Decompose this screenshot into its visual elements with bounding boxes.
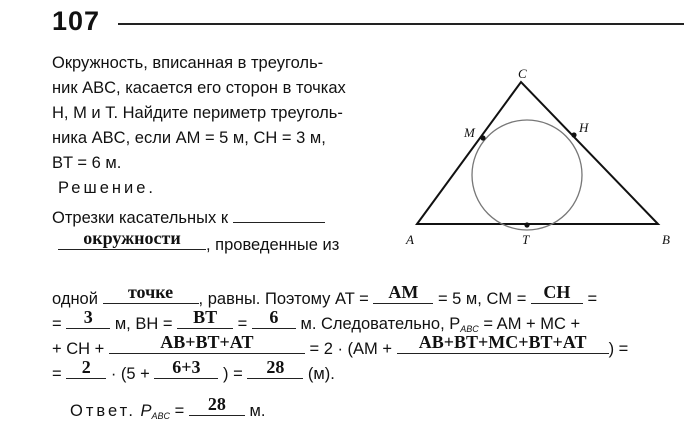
- solution-text: = AM + MC +: [483, 315, 581, 333]
- statement-line-2: ник ABC, касается его сторон в точках: [52, 79, 346, 97]
- answer-blank[interactable]: [58, 228, 206, 250]
- answer-label: Ответ.: [70, 402, 136, 420]
- answer-blank[interactable]: [103, 282, 199, 304]
- solution-text: =: [52, 315, 62, 333]
- solution-text: = 5 м, CM =: [437, 290, 527, 308]
- handwritten-answer: 3: [83, 307, 93, 327]
- answer-blank[interactable]: [531, 282, 583, 304]
- solution-text: м.: [249, 402, 266, 420]
- point-t: [524, 222, 529, 227]
- triangle-abc: [417, 82, 658, 224]
- solution-text: =: [587, 290, 598, 308]
- solution-text: = 2 · (AM +: [309, 340, 392, 358]
- answer-blank[interactable]: [373, 282, 433, 304]
- handwritten-answer: 28: [266, 357, 285, 377]
- handwritten-answer: AB+BT+AT: [160, 332, 254, 352]
- statement-line-4: ника ABC, если AM = 5 м, CH = 3 м,: [52, 129, 326, 147]
- label-b: B: [662, 232, 670, 247]
- solution-text: · (5 +: [110, 365, 150, 383]
- answer-line: [70, 394, 266, 426]
- answer-blank[interactable]: [397, 332, 609, 354]
- answer-blank[interactable]: [189, 394, 245, 416]
- handwritten-answer: 28: [207, 394, 226, 414]
- solution-line-2: [58, 228, 340, 255]
- answer-blank[interactable]: [247, 357, 303, 379]
- handwritten-answer: 6+3: [172, 357, 201, 377]
- handwritten-answer: BT: [193, 307, 218, 327]
- handwritten-answer: AB+BT+MC+BT+AT: [418, 332, 587, 352]
- handwritten-answer: точке: [127, 282, 174, 302]
- subscript: ABC: [460, 324, 479, 334]
- empty-blank[interactable]: [233, 204, 325, 223]
- handwritten-answer: AM: [388, 282, 419, 302]
- handwritten-answer: 2: [81, 357, 91, 377]
- solution-heading: Решение.: [58, 179, 156, 197]
- solution-text: м. Следовательно, P: [300, 315, 461, 333]
- solution-line-6: [52, 357, 335, 384]
- answer-blank[interactable]: [154, 357, 218, 379]
- solution-text: , равны. Поэтому AT =: [198, 290, 369, 308]
- solution-text: =: [237, 315, 248, 333]
- subscript: ABC: [151, 411, 171, 421]
- answer-perimeter-symbol: P: [140, 402, 152, 420]
- point-m: [480, 135, 485, 140]
- answer-blank[interactable]: [109, 332, 305, 354]
- statement-line-1: Окружность, вписанная в треуголь-: [52, 54, 324, 72]
- solution-text: одной: [52, 290, 98, 308]
- solution-line-1: [52, 204, 325, 228]
- solution-text: =: [174, 402, 185, 420]
- solution-line-3: [52, 282, 598, 309]
- solution-text: (м).: [307, 365, 335, 383]
- handwritten-answer: CH: [543, 282, 571, 302]
- solution-text: Отрезки касательных к: [52, 209, 229, 227]
- answer-blank[interactable]: [66, 357, 106, 379]
- label-c: C: [518, 68, 527, 81]
- label-a: A: [406, 232, 414, 247]
- answer-blank[interactable]: [66, 307, 110, 329]
- header-rule: [118, 23, 684, 25]
- statement-line-5: BT = 6 м.: [52, 154, 122, 172]
- solution-text: м, BH =: [114, 315, 173, 333]
- handwritten-answer: окружности: [83, 228, 181, 248]
- label-m: M: [464, 125, 475, 140]
- answer-blank[interactable]: [177, 307, 233, 329]
- label-h: H: [579, 120, 589, 135]
- inscribed-circle: [472, 120, 582, 230]
- point-h: [571, 132, 576, 137]
- solution-text: + CH +: [52, 340, 105, 358]
- solution-line-5: [52, 332, 629, 359]
- answer-blank[interactable]: [252, 307, 296, 329]
- triangle-figure: [400, 68, 690, 253]
- solution-text: ) =: [608, 340, 629, 358]
- solution-text: =: [52, 365, 62, 383]
- statement-line-3: H, M и T. Найдите периметр треуголь-: [52, 104, 343, 122]
- label-t: T: [522, 232, 530, 247]
- solution-text: ) =: [223, 365, 243, 383]
- problem-number: 107: [52, 6, 101, 36]
- solution-text: , проведенные из: [206, 236, 340, 254]
- handwritten-answer: 6: [269, 307, 279, 327]
